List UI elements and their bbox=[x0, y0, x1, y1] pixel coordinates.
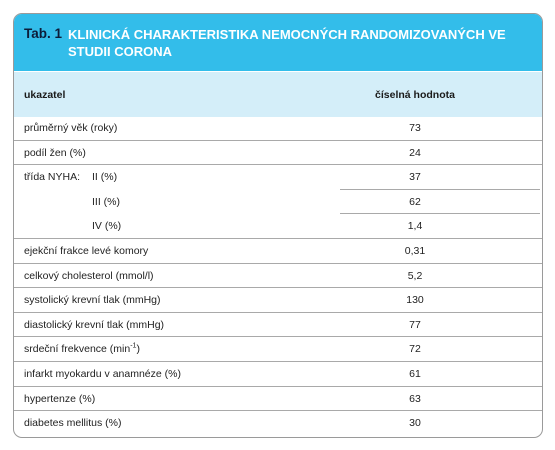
row-value: 1,4 bbox=[407, 220, 423, 233]
row-label-text: srdeční frekvence (min bbox=[24, 343, 131, 356]
row-label-suffix: ) bbox=[136, 343, 140, 356]
row-value: 24 bbox=[409, 146, 421, 159]
table-caption bbox=[14, 14, 542, 71]
row-label-text: třída NYHA: bbox=[24, 171, 81, 184]
row-value: 37 bbox=[409, 171, 421, 184]
table-body bbox=[14, 116, 542, 436]
row-label bbox=[24, 393, 95, 405]
table-row bbox=[14, 116, 542, 141]
row-label bbox=[24, 368, 181, 380]
row-label bbox=[24, 122, 117, 134]
nyha-class-label: IV (%) bbox=[92, 220, 122, 233]
row-label-superscript: -1 bbox=[130, 342, 137, 350]
row-label bbox=[24, 245, 148, 257]
row-label-text: infarkt myokardu v anamnéze (%) bbox=[24, 367, 181, 380]
table-number: Tab. 1 bbox=[24, 26, 63, 41]
table-row bbox=[14, 141, 542, 166]
row-label bbox=[24, 294, 161, 306]
row-label-text: systolický krevní tlak (mmHg) bbox=[24, 294, 161, 307]
row-label-text: celkový cholesterol (mmol/l) bbox=[24, 269, 154, 282]
table-row bbox=[14, 313, 542, 338]
table-row bbox=[14, 288, 542, 313]
row-value: 61 bbox=[409, 367, 421, 380]
row-label bbox=[24, 270, 154, 282]
table-card bbox=[13, 13, 543, 438]
row-label-text: diabetes mellitus (%) bbox=[24, 417, 122, 430]
row-value: 30 bbox=[409, 417, 421, 430]
table-row bbox=[14, 337, 542, 362]
row-value: 130 bbox=[406, 294, 424, 307]
table-row bbox=[14, 387, 542, 412]
table-title: KLINICKÁ CHARAKTERISTIKA NEMOCNÝCH RANDOMIZOVANÝCH VE STUDII CORONA bbox=[68, 27, 506, 59]
row-label-text: diastolický krevní tlak (mmHg) bbox=[24, 318, 165, 331]
column-header-indicator: ukazatel bbox=[24, 89, 66, 101]
row-value: 63 bbox=[409, 392, 421, 405]
table-row bbox=[14, 165, 542, 190]
row-label-text: ejekční frakce levé komory bbox=[24, 244, 149, 257]
table-row bbox=[14, 190, 542, 215]
nyha-class-label: III (%) bbox=[92, 195, 120, 208]
row-label bbox=[24, 319, 164, 331]
row-value: 77 bbox=[409, 318, 421, 331]
column-header-row bbox=[14, 71, 542, 117]
row-value: 73 bbox=[409, 122, 421, 134]
row-label-text: hypertenze (%) bbox=[24, 392, 96, 405]
row-value: 62 bbox=[409, 195, 421, 208]
nyha-class-label: II (%) bbox=[92, 171, 118, 184]
row-value: 5,2 bbox=[407, 269, 423, 282]
row-label-text: podíl žen (%) bbox=[24, 146, 86, 159]
row-label bbox=[24, 417, 121, 429]
row-value: 0,31 bbox=[404, 244, 426, 257]
row-value: 72 bbox=[409, 343, 421, 356]
row-label bbox=[24, 147, 86, 159]
column-header-value: číselná hodnota bbox=[375, 89, 455, 101]
table-row bbox=[14, 239, 542, 264]
table-row bbox=[14, 214, 542, 239]
row-label bbox=[24, 171, 80, 183]
row-label-text: průměrný věk (roky) bbox=[24, 122, 118, 134]
row-label bbox=[24, 343, 140, 355]
table-row bbox=[14, 362, 542, 387]
table-row bbox=[14, 264, 542, 289]
table-row bbox=[14, 411, 542, 436]
